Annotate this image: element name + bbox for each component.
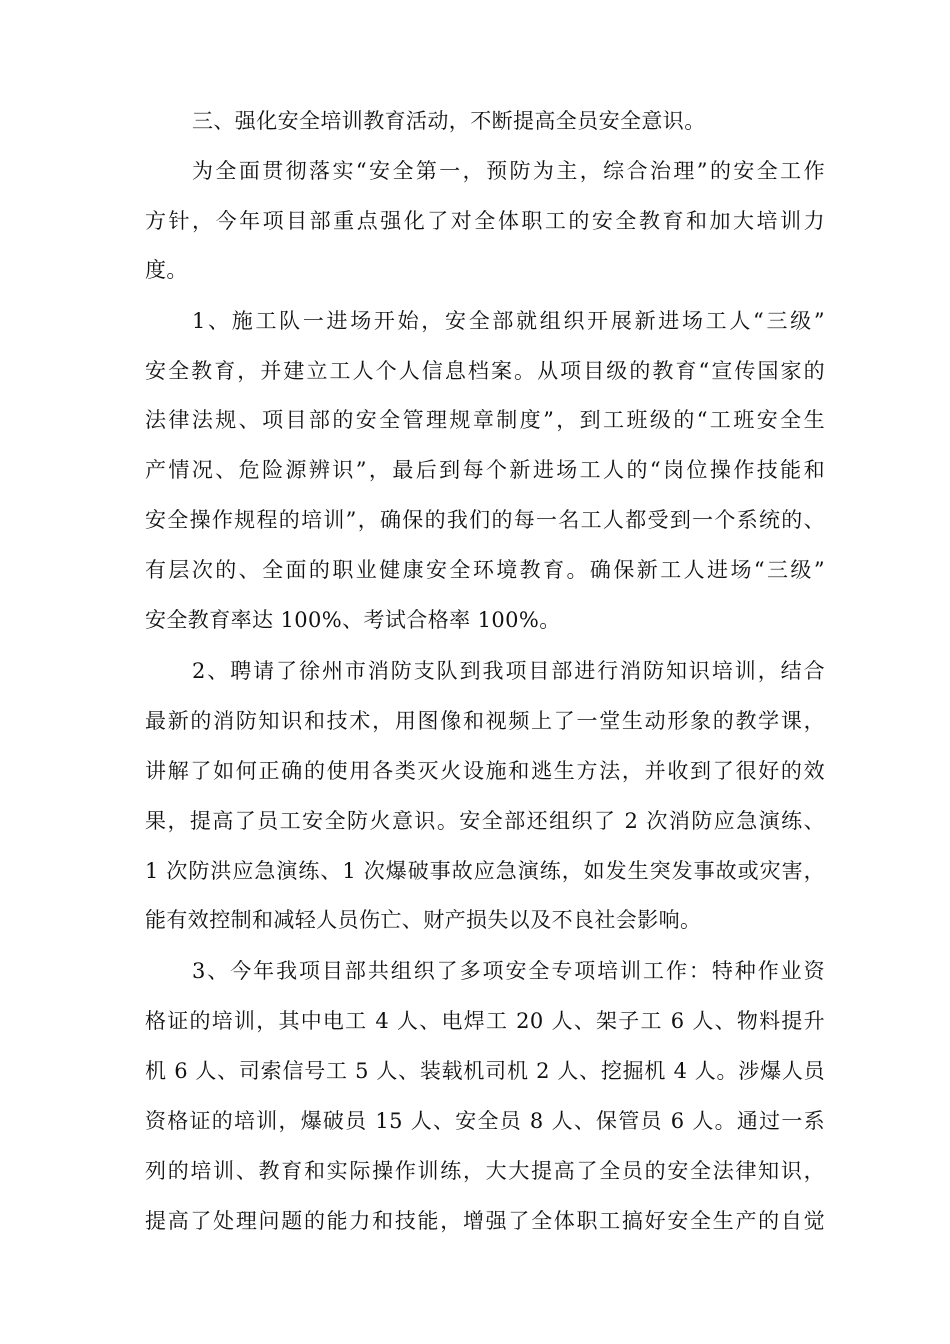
paragraph-line: 机 6 人、司索信号工 5 人、装载机司机 2 人、挖掘机 4 人。涉爆人员: [145, 1059, 825, 1083]
paragraph-line: 法律法规、项目部的安全管理规章制度”，到工班级的“工班安全生: [145, 408, 825, 432]
paragraph-line: 最新的消防知识和技术，用图像和视频上了一堂生动形象的教学课，: [145, 709, 825, 733]
paragraph-line: 2、聘请了徐州市消防支队到我项目部进行消防知识培训，结合: [192, 659, 825, 683]
paragraph-line: 果，提高了员工安全防火意识。安全部还组织了 2 次消防应急演练、: [145, 809, 825, 833]
paragraph-line: 1 次防洪应急演练、1 次爆破事故应急演练，如发生突发事故或灾害，: [145, 859, 825, 883]
paragraph-line: 能有效控制和减轻人员伤亡、财产损失以及不良社会影响。: [145, 908, 702, 932]
paragraph-line: 资格证的培训，爆破员 15 人、安全员 8 人、保管员 6 人。通过一系: [145, 1109, 825, 1133]
paragraph-line: 有层次的、全面的职业健康安全环境教育。确保新工人进场“三级”: [145, 558, 825, 582]
paragraph-line: 安全教育率达 100%、考试合格率 100%。: [145, 608, 561, 632]
paragraph-line: 讲解了如何正确的使用各类灭火设施和逃生方法，并收到了很好的效: [145, 759, 825, 783]
paragraph-line: 列的培训、教育和实际操作训练，大大提高了全员的安全法律知识，: [145, 1159, 825, 1183]
paragraph-line: 安全操作规程的培训”，确保的我们的每一名工人都受到一个系统的、: [145, 508, 825, 532]
paragraph-line: 安全教育，并建立工人个人信息档案。从项目级的教育“宣传国家的: [145, 359, 825, 383]
section-heading: 三、强化安全培训教育活动，不断提高全员安全意识。: [192, 109, 706, 133]
paragraph-line: 格证的培训，其中电工 4 人、电焊工 20 人、架子工 6 人、物料提升: [145, 1009, 825, 1033]
paragraph-line: 提高了处理问题的能力和技能，增强了全体职工搞好安全生产的自觉: [145, 1209, 825, 1233]
paragraph-line: 方针，今年项目部重点强化了对全体职工的安全教育和加大培训力: [145, 209, 825, 233]
paragraph-line: 为全面贯彻落实“安全第一，预防为主，综合治理”的安全工作: [192, 159, 825, 183]
paragraph-line: 3、今年我项目部共组织了多项安全专项培训工作：特种作业资: [192, 959, 825, 983]
paragraph-line: 1、施工队一进场开始，安全部就组织开展新进场工人“三级”: [192, 309, 825, 333]
paragraph-line: 产情况、危险源辨识”，最后到每个新进场工人的“岗位操作技能和: [145, 458, 825, 482]
paragraph-line: 度。: [145, 258, 188, 282]
